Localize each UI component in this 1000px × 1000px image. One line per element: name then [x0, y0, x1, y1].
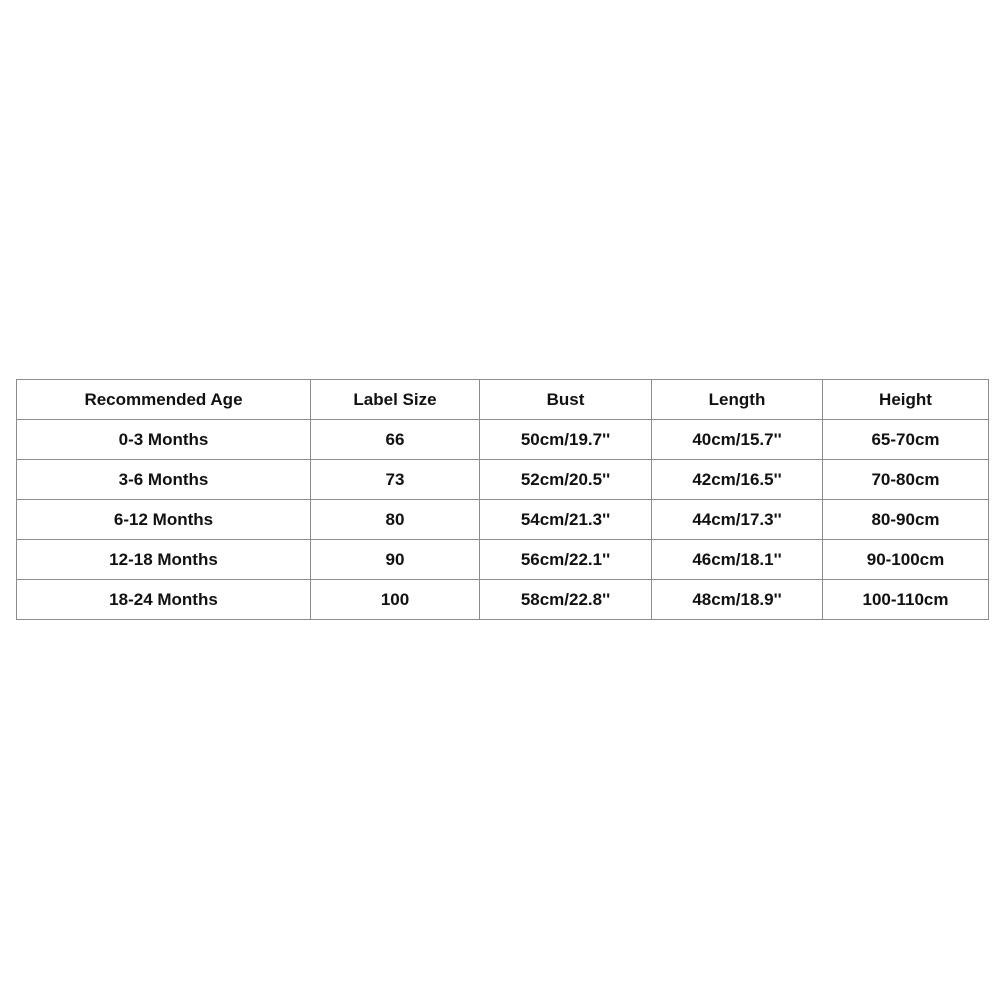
- header-label-size: Label Size: [311, 380, 480, 420]
- cell-bust: 56cm/22.1'': [480, 540, 652, 580]
- cell-age: 18-24 Months: [17, 580, 311, 620]
- cell-bust: 54cm/21.3'': [480, 500, 652, 540]
- table-row: [17, 500, 989, 540]
- cell-bust: 58cm/22.8'': [480, 580, 652, 620]
- table-row: [17, 540, 989, 580]
- cell-label-size: 66: [311, 420, 480, 460]
- cell-height: 80-90cm: [823, 500, 989, 540]
- table-header-row: [17, 380, 989, 420]
- header-height: Height: [823, 380, 989, 420]
- cell-age: 12-18 Months: [17, 540, 311, 580]
- cell-bust: 50cm/19.7'': [480, 420, 652, 460]
- table-row: [17, 420, 989, 460]
- cell-length: 42cm/16.5'': [652, 460, 823, 500]
- cell-length: 40cm/15.7'': [652, 420, 823, 460]
- size-chart-table: [16, 379, 989, 620]
- cell-length: 44cm/17.3'': [652, 500, 823, 540]
- cell-age: 3-6 Months: [17, 460, 311, 500]
- cell-height: 70-80cm: [823, 460, 989, 500]
- cell-length: 46cm/18.1'': [652, 540, 823, 580]
- cell-height: 65-70cm: [823, 420, 989, 460]
- header-length: Length: [652, 380, 823, 420]
- header-recommended-age: Recommended Age: [17, 380, 311, 420]
- cell-height: 90-100cm: [823, 540, 989, 580]
- table-row: [17, 460, 989, 500]
- cell-label-size: 80: [311, 500, 480, 540]
- cell-height: 100-110cm: [823, 580, 989, 620]
- cell-age: 0-3 Months: [17, 420, 311, 460]
- header-bust: Bust: [480, 380, 652, 420]
- cell-bust: 52cm/20.5'': [480, 460, 652, 500]
- cell-length: 48cm/18.9'': [652, 580, 823, 620]
- cell-label-size: 73: [311, 460, 480, 500]
- cell-age: 6-12 Months: [17, 500, 311, 540]
- cell-label-size: 90: [311, 540, 480, 580]
- cell-label-size: 100: [311, 580, 480, 620]
- table-row: [17, 580, 989, 620]
